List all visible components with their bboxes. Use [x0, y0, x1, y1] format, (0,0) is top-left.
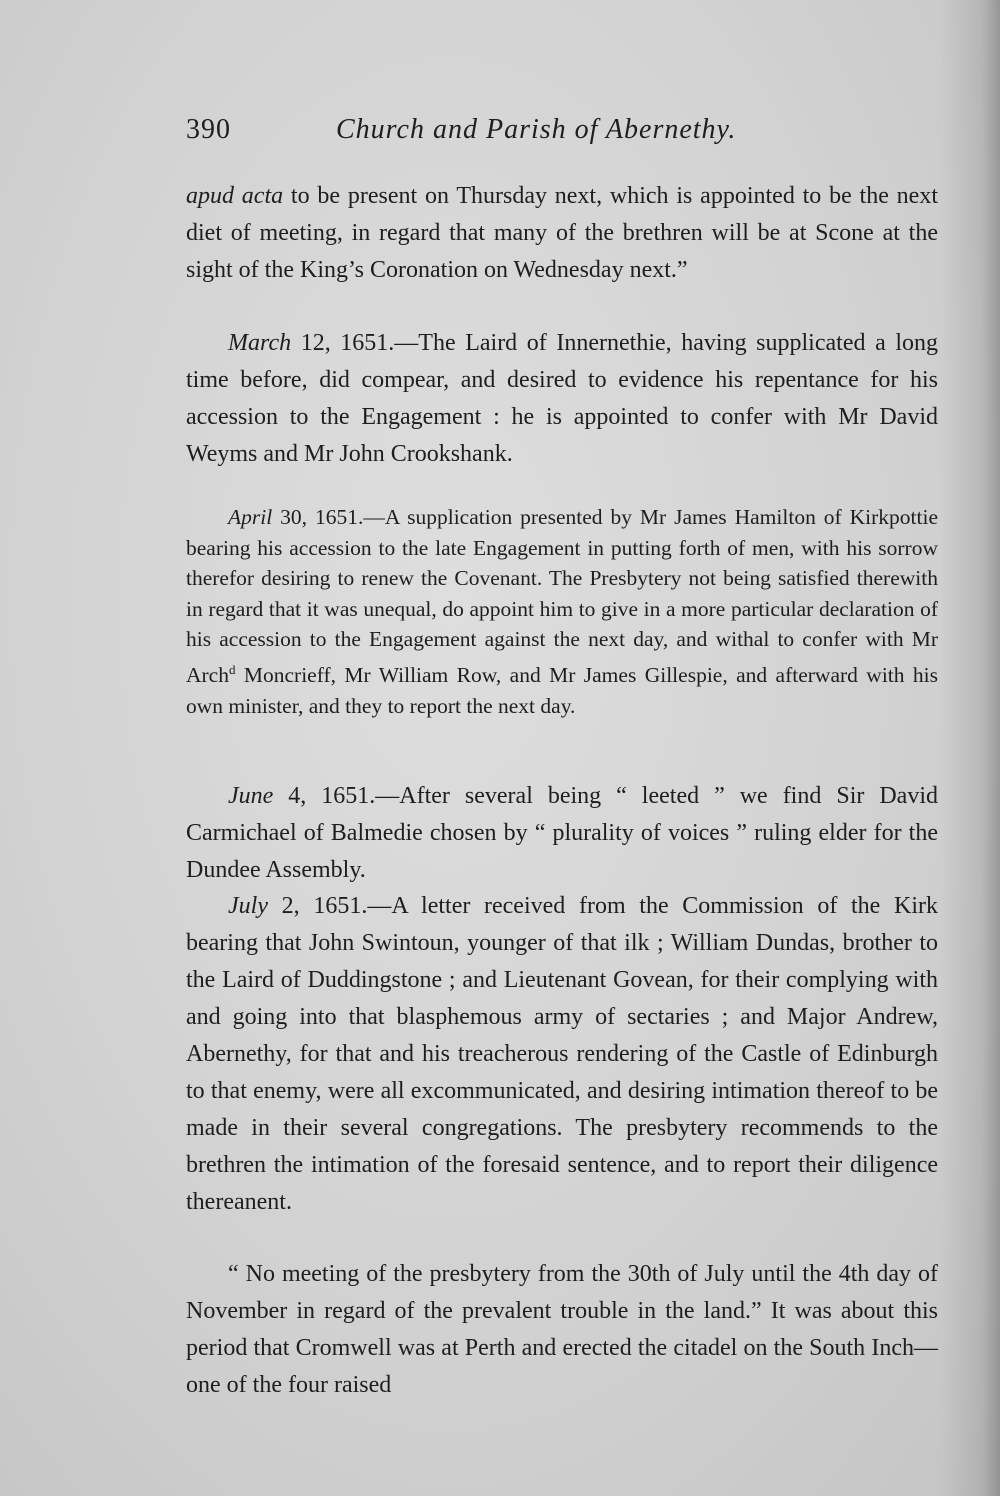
paragraph-april-1651 [186, 502, 938, 721]
paragraph-lead: April [228, 505, 273, 529]
paragraph-march-1651 [186, 325, 938, 473]
running-title: Church and Parish of Abernethy. [336, 114, 737, 145]
page-number: 390 [186, 114, 231, 145]
paragraph-july-1651 [186, 888, 938, 1221]
running-head [186, 114, 804, 154]
paragraph-text: to be present on Thursday next, which is appointed to be the next diet of meeting, in regard that many of the brethren will be at Scone at the sight of the King’s Coronation on Wednesday next.” [186, 183, 938, 283]
page-gutter-shadow [940, 0, 1000, 1496]
paragraph-text: 2, 1651.—A letter received from the Commission of the Kirk bearing that John Swintoun, younger of that ilk ; William Dundas, brother to the Laird of Duddingstone ; and Lieutenant Govean, for their complying with and going into that blasphemous army of sectaries ; and Major Andrew, Abernethy, for that and his treacherous rendering of the Castle of Edinburgh to that enemy, were all excommunicated, and desiring intimation thereof to be made in their several congregations. The presbytery recommends to the brethren the intimation of the foresaid sentence, and to report their diligence thereanent. [186, 893, 938, 1215]
paragraph-no-meeting [186, 1256, 938, 1404]
paragraph-text-after: Moncrieff, Mr William Row, and Mr James Gillespie, and afterward with his own minister, and they to report the next day. [186, 663, 938, 718]
paragraph-lead: apud acta [186, 183, 284, 209]
paragraph-text: 12, 1651.—The Laird of Innernethie, having supplicated a long time before, did compear, and desired to evidence his repentance for his accession to the Engagement : he is appointed to confer with Mr David Weyms and Mr John Crookshank. [186, 330, 938, 467]
paragraph-lead: March [228, 330, 292, 356]
paragraph-june-1651 [186, 778, 938, 889]
paragraph-lead: July [228, 893, 268, 919]
paragraph-lead: June [228, 783, 274, 809]
paragraph-text: “ No meeting of the presbytery from the 30th of July until the 4th day of November in regard of the prevalent trouble in the land.” It was about this period that Cromwell was at Perth and erected the citadel on the South Inch—one of the four raised [186, 1261, 938, 1398]
paragraph-text: 4, 1651.—After several being “ leeted ” we find Sir David Carmichael of Balmedie chosen by “ plurality of voices ” ruling elder for the Dundee Assembly. [186, 783, 938, 883]
paragraph-text: 30, 1651.—A supplication presented by Mr James Hamilton of Kirkpottie bearing his accession to the late Engagement in putting forth of men, with his sorrow therefor desiring to renew the Covenant. The Presbytery not being satisfied therewith in regard that it was unequal, do appoint him to give in a more particular declaration of his accession to the Engagement against the next day, and withal to confer with Mr Arch [186, 505, 938, 688]
paragraph-apud-acta [186, 178, 938, 289]
superscript: d [228, 661, 236, 677]
